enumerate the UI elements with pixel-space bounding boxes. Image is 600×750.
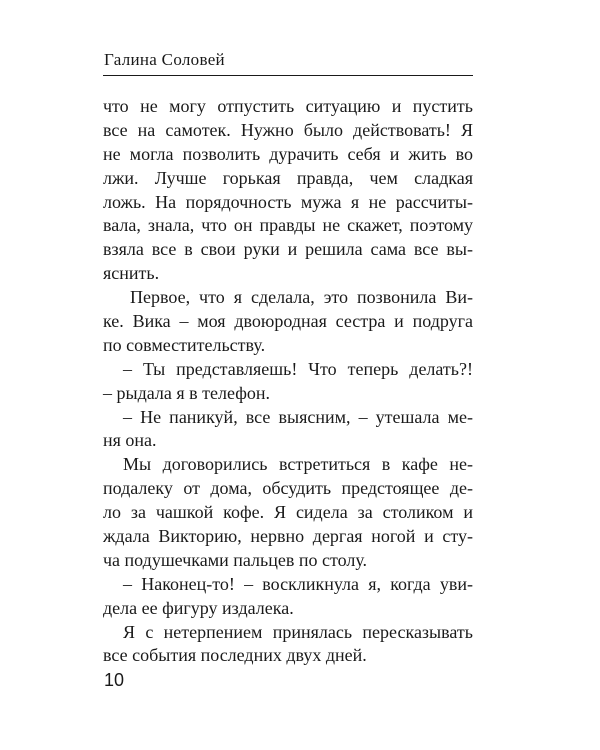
text-line: Я с нетерпением принялась пересказывать <box>123 621 473 642</box>
dialogue-line: – Не паникуй, все выясним, – утешала ме- <box>123 406 473 427</box>
header-rule <box>103 75 473 76</box>
text-line: вала, знала, что он правды не скажет, поэтому <box>103 215 473 236</box>
text-line: не могла позволить дурачить себя и жить во <box>103 143 473 164</box>
body-text <box>103 95 473 668</box>
text-line: ло за чашкой кофе. Я сидела за столиком и <box>103 502 473 523</box>
text-line: Мы договорились встретиться в кафе не- <box>123 454 473 475</box>
text-line: все события последних двух дней. <box>103 645 367 666</box>
text-line: все на самотек. Нужно было действовать! Я <box>103 119 473 140</box>
text-line: подалеку от дома, обсудить предстоящее де- <box>103 478 473 499</box>
text-line: ке. Вика – моя двоюродная сестра и подруга <box>103 311 473 332</box>
text-line: ждала Викторию, нервно дергая ногой и сту- <box>103 526 473 547</box>
text-line: ложь. На порядочность мужа я не рассчиты- <box>103 191 473 212</box>
dialogue-line: – Ты представляешь! Что теперь делать?! <box>123 358 473 379</box>
text-line: ча подушечками пальцев по столу. <box>103 549 368 570</box>
dialogue-line: дела ее фигуру издалека. <box>103 597 294 618</box>
dialogue-line: – рыдала я в телефон. <box>103 382 270 403</box>
text-line: лжи. Лучше горькая правда, чем сладкая <box>103 167 473 188</box>
text-line: взяла все в свои руки и решила сама все вы- <box>103 239 473 260</box>
dialogue-line: – Наконец-то! – воскликнула я, когда уви- <box>123 573 473 594</box>
text-line: по совместительству. <box>103 334 266 355</box>
dialogue-line: ня она. <box>103 430 157 451</box>
text-line: что не могу отпустить ситуацию и пустить <box>103 96 473 116</box>
running-head-author: Галина Соловей <box>104 50 225 69</box>
text-line: яснить. <box>103 263 160 284</box>
text-line: Первое, что я сделала, это позвонила Ви- <box>130 287 473 308</box>
page-number: 10 <box>104 670 125 690</box>
